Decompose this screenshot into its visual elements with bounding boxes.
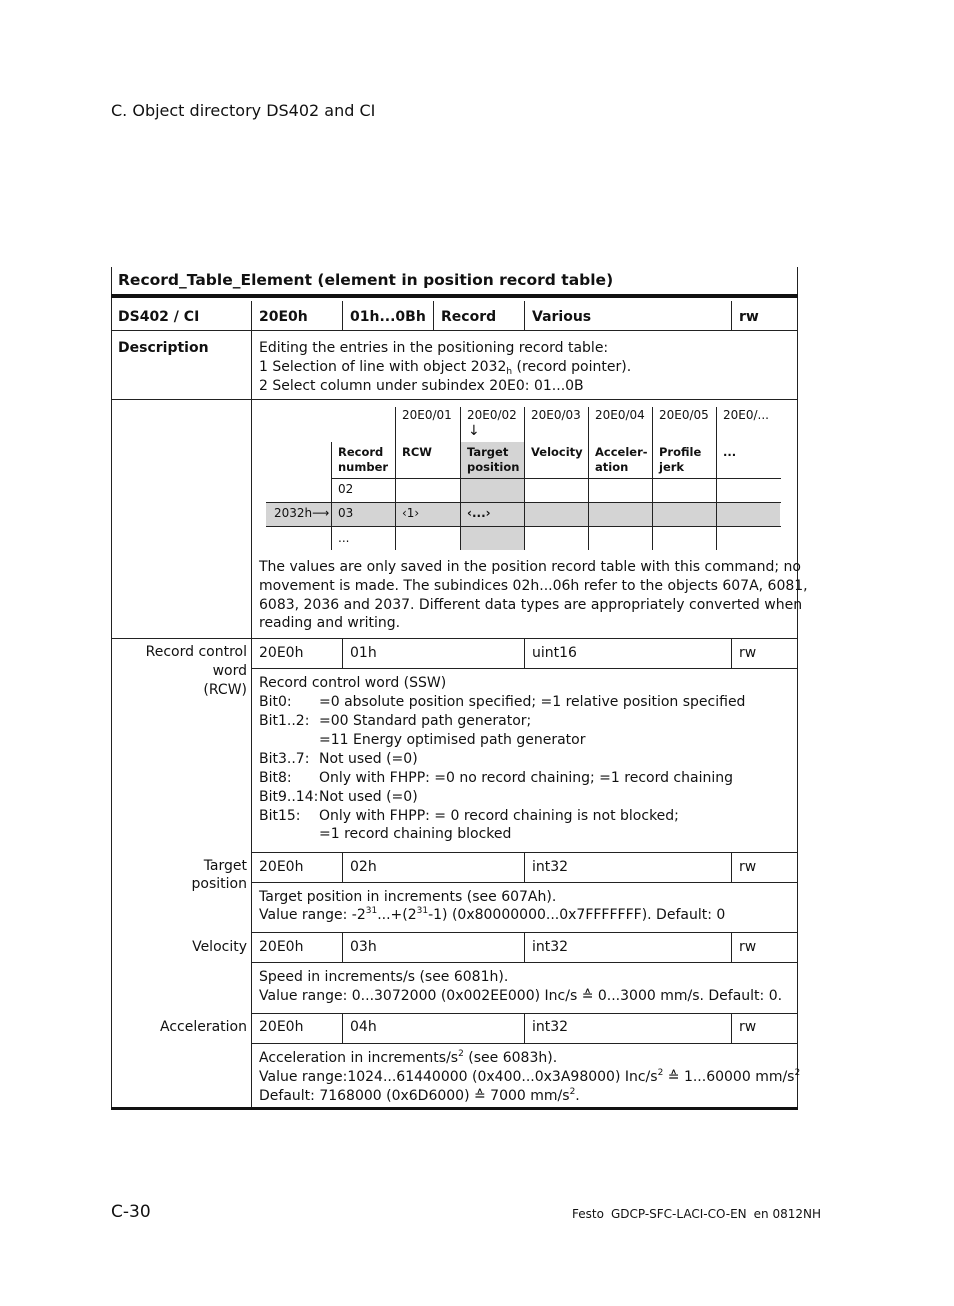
record-number: ... — [338, 531, 350, 545]
record-table — [111, 267, 808, 1110]
col-header: Record — [338, 445, 384, 459]
rcw-index: 20E0h — [259, 645, 304, 661]
rcw-title: Record control word (SSW) — [259, 675, 447, 691]
note-line2: movement is made. The subindices 02h...06h refer to the objects 607A, 6081, — [259, 578, 808, 594]
rcw-bit-label: Bit3..7: — [259, 751, 310, 767]
rcw-label-2: word — [212, 663, 247, 679]
note-line4: reading and writing. — [259, 615, 401, 631]
page-number: C-30 — [111, 1202, 151, 1222]
acceleration-desc-2: Value range:1024...61440000 (0x400...0x3A98000) Inc/$s^2$ ≙ 1...60000 $mm/s^2$ — [259, 1068, 801, 1085]
head-record: Record — [441, 309, 497, 325]
target-subindex: 02h — [350, 859, 377, 875]
rcw-cell: ‹1› — [402, 506, 420, 520]
subindex-label: 20E0/02 — [467, 408, 517, 422]
target-desc-1: Target position in increments (see 607Ah). — [259, 889, 557, 905]
footer-doc: GDCP-SFC-LACI-CO-EN — [610, 1207, 747, 1221]
target-label-2: position — [191, 876, 247, 892]
record-number: 03 — [338, 506, 354, 520]
rcw-bit-label: Bit15: — [259, 808, 301, 824]
note-line3: 6083, 2036 and 2037. Different data types are appropriately converted when — [259, 597, 803, 613]
subindex-label: 20E0/03 — [531, 408, 581, 422]
col-header: Velocity — [531, 445, 583, 459]
acceleration-desc-3: Default: 7168000 (0x6D6000) ≙ 7000 $mm/s^2$. — [259, 1087, 580, 1104]
col-header: number — [338, 460, 389, 474]
acceleration-label: Acceleration — [160, 1019, 247, 1035]
footer-lang: en 0812NH — [753, 1207, 821, 1221]
table-bottom-rule — [111, 1107, 798, 1110]
rcw-bit-text: Only with FHPP: =0 no record chaining; =1 record chaining — [319, 770, 733, 786]
rcw-bit-label: Bit8: — [259, 770, 292, 786]
target-cell: ‹...› — [467, 506, 491, 520]
col-header: RCW — [402, 445, 432, 459]
rcw-bit-text: =1 record chaining blocked — [319, 826, 512, 842]
col-header: ... — [723, 445, 737, 459]
velocity-label: Velocity — [192, 939, 247, 955]
velocity-desc-2: Value range: 0...3072000 (0x002EE000) Inc/s ≙ 0...3000 mm/s. Default: 0. — [259, 988, 783, 1004]
rcw-bit-label: Bit0: — [259, 694, 292, 710]
col-header: position — [467, 460, 520, 474]
head-access: rw — [739, 309, 759, 325]
velocity-type: int32 — [532, 939, 569, 955]
velocity-desc-1: Speed in increments/s (see 6081h). — [259, 969, 509, 985]
record-number: 02 — [338, 482, 354, 496]
velocity-access: rw — [739, 939, 757, 955]
acceleration-subindex: 04h — [350, 1019, 377, 1035]
rcw-bit-text: Not used (=0) — [319, 751, 418, 767]
rcw-bit-text: Not used (=0) — [319, 789, 418, 805]
description-line3: 2 Select column under subindex 20E0: 01...0B — [259, 378, 584, 394]
arrow-down-icon: ↓ — [468, 423, 480, 439]
subindex-label: 20E0/05 — [659, 408, 709, 422]
target-access: rw — [739, 859, 757, 875]
rcw-label-3: (RCW) — [203, 682, 247, 698]
record-pointer: 2032h⟶ — [274, 506, 330, 520]
col-header: Target — [467, 445, 509, 459]
acceleration-access: rw — [739, 1019, 757, 1035]
head-ds402: DS402 / CI — [118, 309, 200, 325]
note-line1: The values are only saved in the position record table with this command; no — [259, 559, 801, 575]
rcw-type: uint16 — [532, 645, 577, 661]
rcw-bit-text: =11 Energy optimised path generator — [319, 732, 586, 748]
head-various: Various — [532, 309, 592, 325]
footer-company: Festo — [572, 1207, 604, 1221]
target-index: 20E0h — [259, 859, 304, 875]
footer-info — [572, 1207, 828, 1221]
chapter-heading: C. Object directory DS402 and CI — [111, 101, 376, 120]
target-label-1: Target — [203, 858, 247, 874]
table-border-right — [797, 267, 798, 1110]
table-title: Record_Table_Element (element in position record table) — [118, 271, 614, 289]
target-type: int32 — [532, 859, 569, 875]
rcw-subindex: 01h — [350, 645, 377, 661]
description-line2: 1 Selection of line with object $2032_h$ (record pointer). — [259, 359, 632, 377]
rcw-access: rw — [739, 645, 757, 661]
rcw-bit-label: Bit9..14: — [259, 789, 319, 805]
rcw-bit-label: Bit1..2: — [259, 713, 310, 729]
label-column-divider — [251, 330, 252, 1110]
rcw-bit-text: Only with FHPP: = 0 record chaining is not blocked; — [319, 808, 679, 824]
description-label: Description — [118, 340, 209, 356]
acceleration-desc-1: Acceleration in increments/$s^2$ (see 6083h). — [259, 1049, 558, 1066]
velocity-subindex: 03h — [350, 939, 377, 955]
acceleration-index: 20E0h — [259, 1019, 304, 1035]
velocity-index: 20E0h — [259, 939, 304, 955]
description-line1: Editing the entries in the positioning record table: — [259, 340, 609, 356]
col-header: ation — [595, 460, 629, 474]
title-rule — [111, 294, 798, 298]
subindex-label: 20E0/01 — [402, 408, 452, 422]
record-table-diagram — [266, 407, 781, 552]
subindex-label: 20E0/... — [723, 408, 769, 422]
rcw-label-1: Record control — [145, 644, 247, 660]
rcw-bit-text: =0 absolute position specified; =1 relative position specified — [319, 694, 746, 710]
col-header: Acceler- — [595, 445, 648, 459]
head-index: 20E0h — [259, 309, 308, 325]
rcw-bit-text: =00 Standard path generator; — [319, 713, 532, 729]
acceleration-type: int32 — [532, 1019, 569, 1035]
col-header: Profile — [659, 445, 702, 459]
head-subindex: 01h...0Bh — [350, 309, 426, 325]
subindex-label: 20E0/04 — [595, 408, 645, 422]
col-header: jerk — [659, 460, 685, 474]
target-desc-2: Value range: $-2^{31}...+(2^{31}-1)$ (0x80000000...0x7FFFFFFF). Default: 0 — [259, 906, 726, 923]
